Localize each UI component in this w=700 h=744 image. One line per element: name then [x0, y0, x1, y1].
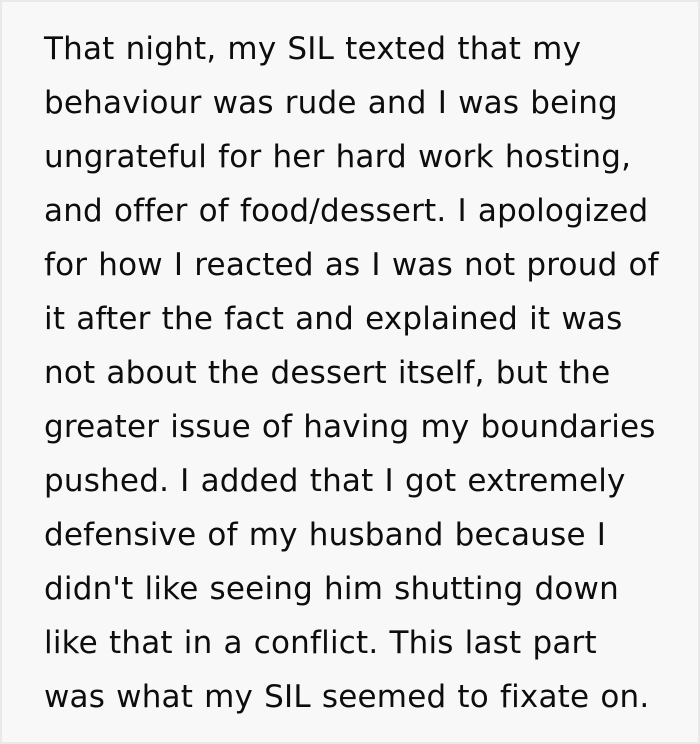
post-body-text: That night, my SIL texted that my behaviour was rude and I was being ungrateful for her hard work hosting, and offer of food/dessert. I apologized for how I reacted as I was not proud of it after the fact and explained it was not about the dessert itself, but the greater issue of having my boundaries pushed. I added that I got extremely defensive of my husband because I didn't like seeing him shutting down like that in a conflict. This last part was what my SIL seemed to fixate on. [44, 31, 659, 715]
